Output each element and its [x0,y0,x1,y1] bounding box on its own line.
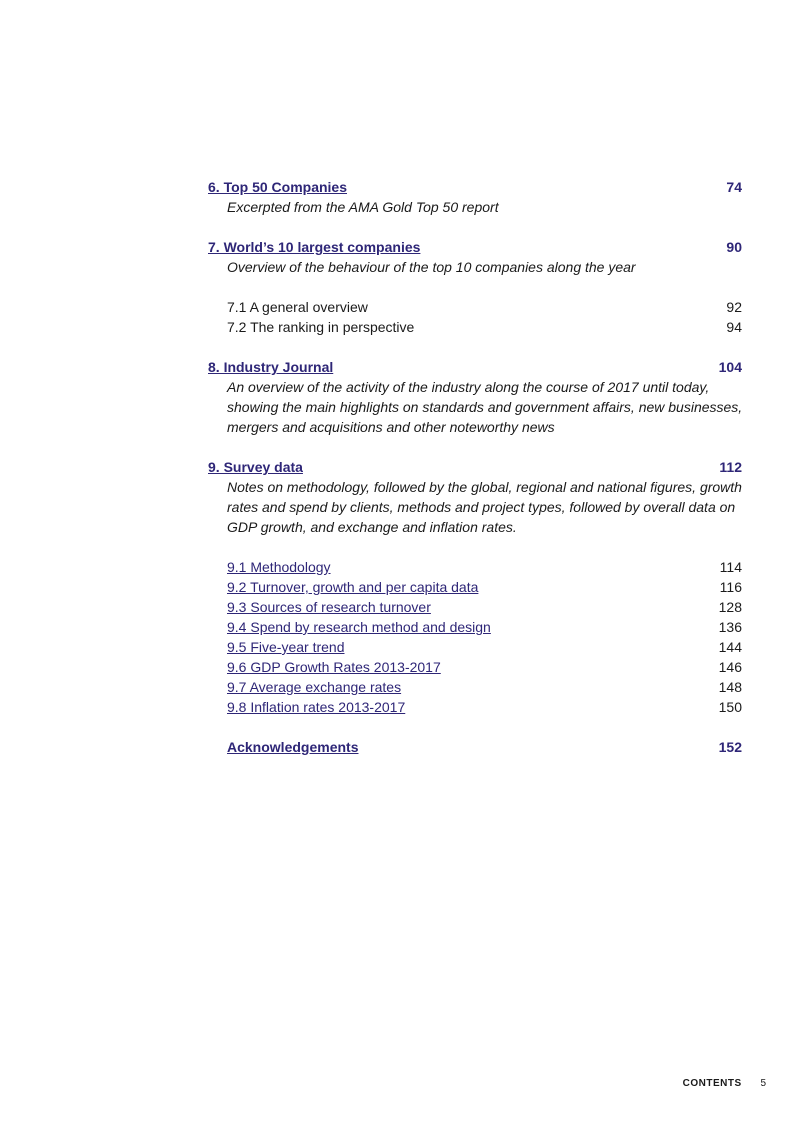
toc-page-number: 112 [719,459,742,475]
toc-section-link[interactable]: 8. Industry Journal [208,359,334,375]
toc-subsection [208,577,742,597]
toc-section-link[interactable]: 9. Survey data [208,459,303,475]
toc-section-link[interactable]: 6. Top 50 Companies [208,179,347,195]
toc-page-number: 90 [726,239,742,255]
toc-section-description: Excerpted from the AMA Gold Top 50 report [227,199,499,215]
toc-subsection-label: 7.1 A general overview [227,299,368,315]
toc-page-number: 74 [726,179,742,195]
toc-page-number: 114 [719,559,742,575]
toc-section-description: Overview of the behaviour of the top 10 companies along the year [227,259,636,275]
footer-page-number: 5 [760,1078,766,1089]
table-of-contents [208,177,742,757]
toc-subsection [208,617,742,637]
toc-subsection-link[interactable]: 9.8 Inflation rates 2013-2017 [227,699,406,715]
toc-section-description: Notes on methodology, followed by the global, regional and national figures, growth rates and spend by clients, methods and project types, followed by overall data on GDP growth, and exchange and inflation rates. [227,479,742,535]
toc-subsection [208,297,742,317]
toc-subsection-link[interactable]: 9.2 Turnover, growth and per capita data [227,579,479,595]
toc-page-number: 150 [718,699,742,715]
toc-subsection-link[interactable]: 9.6 GDP Growth Rates 2013-2017 [227,659,441,675]
toc-subsection [208,317,742,337]
toc-section-description: An overview of the activity of the industry along the course of 2017 until today, showing the main highlights on standards and government affairs, new businesses, mergers and acquisitions and other noteworthy news [227,379,743,435]
toc-subsection [208,697,742,717]
toc-page-number: 94 [726,319,742,335]
toc-page-number: 92 [726,299,742,315]
toc-subsection-link[interactable]: 9.1 Methodology [227,559,331,575]
toc-section-link[interactable]: Acknowledgements [227,739,359,755]
toc-section [208,737,742,757]
toc-subsection-link[interactable]: 9.7 Average exchange rates [227,679,402,695]
toc-subsection-link[interactable]: 9.4 Spend by research method and design [227,619,491,635]
toc-subsection [208,597,742,617]
toc-section [208,237,742,257]
toc-subsection [208,557,742,577]
toc-page-number: 116 [719,579,742,595]
toc-section-link[interactable]: 7. World’s 10 largest companies [208,239,421,255]
toc-subsection [208,637,742,657]
toc-page-number: 104 [718,359,742,375]
toc-page-number: 146 [718,659,742,675]
toc-subsection-label: 7.2 The ranking in perspective [227,319,415,335]
toc-subsection [208,677,742,697]
toc-page-number: 128 [718,599,742,615]
toc-section [208,357,742,377]
toc-page-number: 152 [718,739,742,755]
toc-subsection [208,657,742,677]
page-footer [683,1078,766,1089]
toc-page-number: 148 [718,679,742,695]
toc-section [208,177,742,197]
toc-page-number: 144 [718,639,742,655]
toc-subsection-link[interactable]: 9.5 Five-year trend [227,639,345,655]
toc-subsection-link[interactable]: 9.3 Sources of research turnover [227,599,431,615]
toc-page-number: 136 [718,619,742,635]
footer-section-label: CONTENTS [682,1078,742,1089]
toc-section [208,457,742,477]
